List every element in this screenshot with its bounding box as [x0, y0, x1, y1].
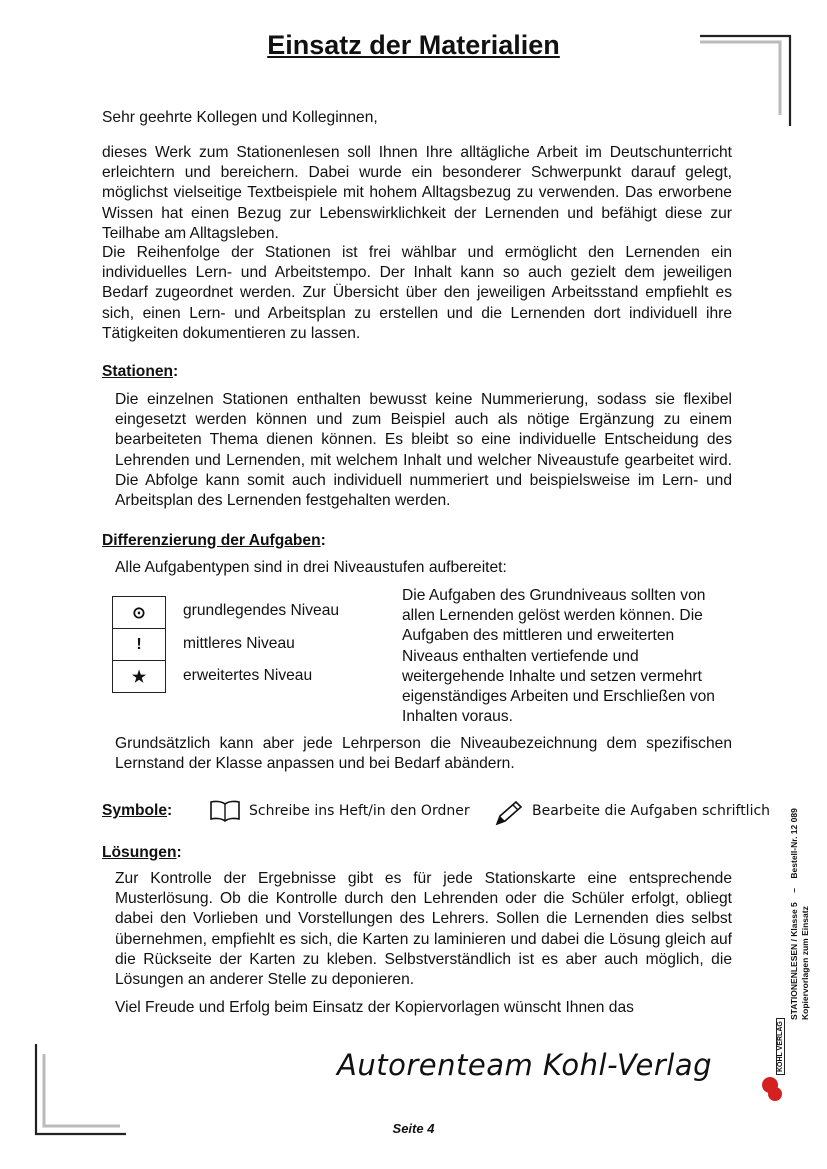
niveau-label-grundlegend: grundlegendes Niveau [183, 602, 340, 619]
symbole-heading: Symbole: [102, 802, 173, 819]
pencil-icon [494, 799, 524, 827]
sidebar-order-number: Bestell-Nr. 12 089 [789, 808, 799, 879]
loesungen-heading: Lösungen: [102, 844, 182, 861]
niveau-label-mittel: mittleres Niveau [183, 635, 295, 652]
book-icon [209, 799, 241, 823]
loesungen-text: Zur Kontrolle der Ergebnisse gibt es für jede Stationskarte eine entsprechende Musterlösung. Ob die Kontrolle durch den Lehrenden oder die Schüler erfolgt, obliegt dabei den Vorlieben und Vorstellungen des Lehrers. Sollen die Lernenden dies selbst übernehmen, empfiehlt es sich, die Karten zu laminieren und dabei die Lösung gleich auf die Rückseite der Karten zu kleben. Selbstverständlich ist es aber auch möglich, die Lösungen an anderer Stelle zu deponieren. [115, 870, 732, 989]
differenzierung-intro: Alle Aufgabentypen sind in drei Niveaustufen aufbereitet: [115, 559, 507, 576]
closing-line: Viel Freude und Erfolg beim Einsatz der Kopiervorlagen wünscht Ihnen das [115, 999, 634, 1016]
greeting: Sehr geehrte Kollegen und Kolleginnen, [102, 109, 378, 126]
page-number: Seite 4 [392, 1121, 435, 1136]
book-symbol-label: Schreibe ins Heft/in den Ordner [249, 803, 470, 819]
kohl-logo [762, 1021, 792, 1105]
pencil-symbol-label: Bearbeite die Aufgaben schriftlich [532, 803, 771, 819]
stationen-heading: Stationen: [102, 363, 179, 380]
sidebar-vertical-text: STATIONENLESEN / Klasse 5 – Bestell-Nr. 12 089 Kopiervorlagen zum Einsatz [789, 770, 819, 1020]
sidebar-line-1: STATIONENLESEN / Klasse 5 [789, 902, 799, 1020]
niveau-table [112, 596, 166, 693]
page-title: Einsatz der Materialien [267, 30, 560, 60]
intro-paragraph-1: dieses Werk zum Stationenlesen soll Ihnen Ihre alltägliche Arbeit im Deutschunterricht erleichtern und bereichern. Dabei wurde ein besonderer Schwerpunkt darauf gelegt, möglichst vielseitige Textbeispiele mit hohem Alltagsbezug zu verwenden. Das erworbene Wissen hat einen Bezug zur Lebenswirklichkeit der Lernenden und befähigt diese zur Teilhabe am Alltagsleben. [102, 144, 732, 242]
kohl-logo-text: KOHL VERLAG [776, 1018, 785, 1075]
niveau-label-erweitert: erweitertes Niveau [183, 667, 313, 684]
niveau-side-text: Die Aufgaben des Grundniveaus sollten von allen Lernenden gelöst werden können. Die Aufgaben des mittleren und erweiterten Niveaus enthalten vertiefende und weitergehende Inhalte und setzen vermehrt eigenständiges Arbeiten und Erschließen von Inhalten voraus. [402, 587, 715, 726]
differenzierung-outro: Grundsätzlich kann aber jede Lehrperson die Niveaubezeichnung dem spezifischen Lernstand der Klasse anpassen und bei Bedarf abändern. [115, 735, 732, 773]
differenzierung-heading: Differenzierung der Aufgaben: [102, 532, 326, 549]
stationen-text: Die einzelnen Stationen enthalten bewusst keine Nummerierung, sodass sie flexibel eingesetzt werden können und zum Beispiel auch als nötige Ergänzung zu einem bearbeiteten Thema dienen können. Es bleibt so eine individuelle Entscheidung des Lehrenden und Lernenden, mit welchem Inhalt und welcher Niveaustufe gearbeitet wird. Die Abfolge kann somit auch individuell nummeriert und beispielsweise im Lern- und Arbeitsplan des Lernenden festgehalten werden. [115, 391, 732, 510]
intro-paragraph-2: Die Reihenfolge der Stationen ist frei wählbar und ermöglicht den Lernenden ein individuelles Lern- und Arbeitstempo. Der Inhalt kann so auch gezielt dem jeweiligen Bedarf zugeordnet werden. Zur Übersicht über den jeweiligen Arbeitsstand empfiehlt es sich, einen Lern- und Arbeitsplan zu erstellen und die Lernenden dort individuell ihre Tätigkeiten dokumentieren zu lassen. [102, 244, 732, 342]
sidebar-line-2: Kopiervorlagen zum Einsatz [800, 906, 810, 1020]
signature: Autorenteam Kohl-Verlag [337, 1048, 713, 1082]
star-icon: ★ [131, 668, 147, 686]
exclamation-icon: ! [113, 629, 165, 661]
target-icon: ⊙ [113, 597, 165, 629]
